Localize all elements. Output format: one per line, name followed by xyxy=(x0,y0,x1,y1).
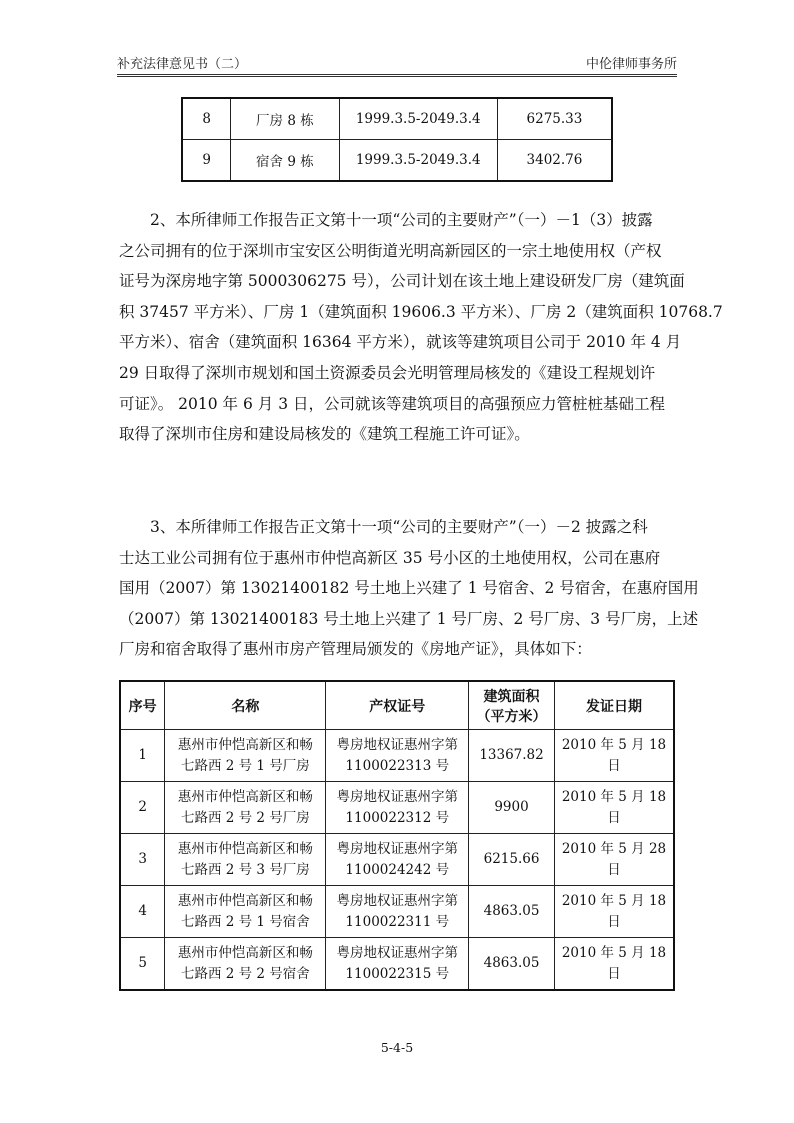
header-area-line: 建筑面积 xyxy=(483,688,540,705)
property-name-line: 惠州市仲恺高新区和畅 xyxy=(177,736,313,753)
building-area: 6215.66 xyxy=(469,834,555,886)
issue-date: 2010 年 5 月 18 日 xyxy=(554,938,674,991)
header-certificate: 产权证号 xyxy=(326,681,469,730)
header-issue-date: 发证日期 xyxy=(554,681,674,730)
paragraph-line: 2、本所律师工作报告正文第十一项“公司的主要财产”（一）－1（3）披露 xyxy=(150,211,653,229)
header-area-unit: （平方米） xyxy=(476,708,547,725)
table-row xyxy=(120,834,674,886)
header-divider-secondary xyxy=(117,76,677,77)
certificate-line: 1100022312 号 xyxy=(345,809,450,826)
paragraph-line: 证号为深房地字第 5000306275 号），公司计划在该土地上建设研发厂房（建筑面 xyxy=(119,272,685,291)
building-area: 4863.05 xyxy=(469,886,555,938)
paragraph-line: 29 日取得了深圳市规划和国土资源委员会光明管理局核发的《建设工程规划许 xyxy=(119,363,656,382)
certificate-line: 粤房地权证惠州字第 xyxy=(336,892,459,909)
table-row xyxy=(182,98,612,140)
row-number: 3 xyxy=(120,834,165,886)
header-firm-name: 中伦律师事务所 xyxy=(585,57,677,72)
certificate-line: 粤房地权证惠州字第 xyxy=(336,736,459,753)
property-name-line: 七路西 2 号 1 号宿舍 xyxy=(180,913,310,930)
row-number: 5 xyxy=(120,938,165,991)
paragraph-line: （2007）第 13021400183 号土地上兴建了 1 号厂房、2 号厂房、3 号厂房，上述 xyxy=(119,609,699,628)
certificate-line: 粤房地权证惠州字第 xyxy=(336,840,459,857)
header-doc-title: 补充法律意见书（二） xyxy=(117,57,248,72)
issue-date: 2010 年 5 月 18 日 xyxy=(554,782,674,834)
paragraph-line: 国用（2007）第 13021400182 号土地上兴建了 1 号宿舍、2 号宿舍，在惠府国用 xyxy=(119,579,699,598)
land-use-period: 1999.3.5-2049.3.4 xyxy=(339,98,497,140)
property-name-line: 七路西 2 号 2 号宿舍 xyxy=(180,965,310,982)
certificate-line: 1100024242 号 xyxy=(345,861,450,878)
paragraph-shenzhen-land xyxy=(119,205,723,450)
property-name-line: 惠州市仲恺高新区和畅 xyxy=(177,892,313,909)
paragraph-line: 可证》。 2010 年 6 月 3 日，公司就该等建筑项目的高强预应力管桩桩基础工程 xyxy=(119,394,665,413)
table-header-row xyxy=(120,681,674,730)
certificate-number xyxy=(326,834,469,886)
property-name xyxy=(165,782,326,834)
property-name-line: 七路西 2 号 2 号厂房 xyxy=(180,809,310,826)
paragraph-line: 平方米）、宿舍（建筑面积 16364 平方米），就该等建筑项目公司于 2010 年 4 月 xyxy=(119,333,682,352)
row-number: 1 xyxy=(120,730,165,782)
row-number: 8 xyxy=(182,98,231,140)
property-table-continued xyxy=(181,97,613,182)
header-divider xyxy=(117,74,677,75)
property-name xyxy=(165,834,326,886)
land-use-period: 1999.3.5-2049.3.4 xyxy=(339,140,497,182)
property-name-line: 七路西 2 号 3 号厂房 xyxy=(180,861,310,878)
building-name: 厂房 8 栋 xyxy=(231,98,339,140)
building-name: 宿舍 9 栋 xyxy=(231,140,339,182)
issue-date: 2010 年 5 月 18 日 xyxy=(554,730,674,782)
row-number: 4 xyxy=(120,886,165,938)
table-row xyxy=(182,140,612,182)
certificate-line: 1100022315 号 xyxy=(345,965,450,982)
certificate-line: 粤房地权证惠州字第 xyxy=(336,788,459,805)
header-number: 序号 xyxy=(120,681,165,730)
table-row xyxy=(120,886,674,938)
building-area: 3402.76 xyxy=(497,140,612,182)
paragraph-line: 厂房和宿舍取得了惠州市房产管理局颁发的《房地产证》，具体如下： xyxy=(119,640,592,659)
certificate-number xyxy=(326,782,469,834)
property-name xyxy=(165,730,326,782)
certificate-number xyxy=(326,730,469,782)
paragraph-line: 3、本所律师工作报告正文第十一项“公司的主要财产”（一）－2 披露之科 xyxy=(150,518,648,536)
building-area: 9900 xyxy=(469,782,555,834)
property-name-line: 惠州市仲恺高新区和畅 xyxy=(177,944,313,961)
issue-date: 2010 年 5 月 18 日 xyxy=(554,886,674,938)
certificate-line: 1100022311 号 xyxy=(345,913,450,930)
table-row xyxy=(120,938,674,991)
property-name xyxy=(165,886,326,938)
paragraph-line: 之公司拥有的位于深圳市宝安区公明街道光明高新园区的一宗土地使用权（产权 xyxy=(119,241,662,260)
certificate-line: 1100022313 号 xyxy=(345,757,450,774)
table-row xyxy=(120,782,674,834)
building-area: 4863.05 xyxy=(469,938,555,991)
building-area: 13367.82 xyxy=(469,730,555,782)
table-row xyxy=(120,730,674,782)
paragraph-line: 积 37457 平方米）、厂房 1（建筑面积 19606.3 平方米）、厂房 2（建筑面积 10768.7 xyxy=(119,302,723,321)
header-area xyxy=(469,681,555,730)
certificate-line: 粤房地权证惠州字第 xyxy=(336,944,459,961)
property-name-line: 惠州市仲恺高新区和畅 xyxy=(177,840,313,857)
issue-date: 2010 年 5 月 28 日 xyxy=(554,834,674,886)
property-certificate-table xyxy=(119,680,675,991)
building-area: 6275.33 xyxy=(497,98,612,140)
certificate-number xyxy=(326,886,469,938)
paragraph-line: 士达工业公司拥有位于惠州市仲恺高新区 35 号小区的土地使用权，公司在惠府 xyxy=(119,548,661,567)
property-name-line: 七路西 2 号 1 号厂房 xyxy=(180,757,310,774)
header-name: 名称 xyxy=(165,681,326,730)
row-number: 9 xyxy=(182,140,231,182)
row-number: 2 xyxy=(120,782,165,834)
property-name-line: 惠州市仲恺高新区和畅 xyxy=(177,788,313,805)
page-number: 5-4-5 xyxy=(380,1040,414,1055)
property-name xyxy=(165,938,326,991)
certificate-number xyxy=(326,938,469,991)
paragraph-line: 取得了深圳市住房和建设局核发的《建筑工程施工许可证》。 xyxy=(119,425,530,444)
page-header xyxy=(117,52,677,72)
paragraph-huizhou-land xyxy=(119,512,699,665)
